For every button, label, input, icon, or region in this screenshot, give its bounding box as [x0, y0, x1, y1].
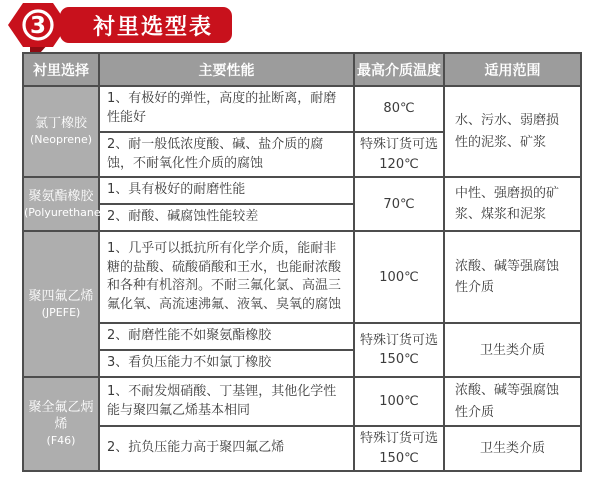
page-title: 衬里选型表 [92, 14, 213, 40]
material-code: (JPEFE) [41, 305, 81, 319]
material-name-cell [23, 177, 105, 231]
section-title-banner [60, 7, 232, 43]
performance-cell: 1、有极好的弹性，高度的扯断离，耐磨性能好 [99, 86, 354, 132]
col-header-performance: 主要性能 [99, 53, 354, 86]
table-row [23, 86, 581, 132]
temperature-cell: 100℃ [354, 231, 444, 323]
performance-cell: 3、看负压能力不如氯丁橡胶 [99, 350, 354, 377]
material-name: 聚全氟乙炳烯 [28, 400, 94, 432]
range-cell: 浓酸、碱等强腐蚀性介质 [444, 377, 581, 426]
table-row [23, 426, 581, 471]
col-header-range: 适用范围 [444, 53, 581, 86]
material-code: (Neoprene) [29, 132, 93, 146]
performance-cell: 2、抗负压能力高于聚四氟乙烯 [99, 426, 354, 471]
performance-cell: 1、不耐发烟硝酸、丁基锂，其他化学性能与聚四氟乙烯基本相同 [99, 377, 354, 426]
material-name: 聚氨酯橡胶 [28, 188, 94, 204]
col-header-max-temp: 最高介质温度 [354, 53, 444, 86]
lining-selection-table [22, 52, 582, 472]
range-cell: 卫生类介质 [444, 323, 581, 377]
material-code: (Polyurethane) [24, 205, 105, 219]
temperature-cell: 特殊订货可选120℃ [354, 132, 444, 178]
temperature-cell: 特殊订货可选150℃ [354, 323, 444, 377]
table-row [23, 231, 581, 323]
material-name-cell [23, 86, 99, 177]
table-row [23, 177, 581, 204]
table-row [23, 377, 581, 426]
material-name-cell [23, 231, 99, 377]
range-cell: 水、污水、弱磨损性的泥浆、矿浆 [444, 86, 581, 177]
performance-cell: 2、耐酸、碱腐蚀性能较差 [99, 204, 354, 231]
col-header-lining: 衬里选择 [23, 53, 99, 86]
material-name: 氯丁橡胶 [34, 116, 87, 132]
performance-cell: 1、具有极好的耐磨性能 [99, 177, 354, 204]
material-name-cell [23, 377, 99, 471]
range-cell: 卫生类介质 [444, 426, 581, 471]
table-header-row [23, 53, 581, 86]
badge-number: 3 [29, 13, 47, 39]
range-cell: 中性、强磨损的矿浆、煤浆和泥浆 [444, 177, 581, 231]
section-number-badge [6, 0, 70, 54]
performance-cell: 2、耐一般低浓度酸、碱、盐介质的腐蚀，不耐氧化性介质的腐蚀 [99, 132, 354, 178]
temperature-cell: 特殊订货可选150℃ [354, 426, 444, 471]
material-code: (F46) [46, 433, 76, 447]
material-name: 聚四氟乙烯 [28, 288, 94, 304]
performance-cell: 1、几乎可以抵抗所有化学介质，能耐非糖的盐酸、硫酸硝酸和王水，也能耐浓酸和各种有机溶剂。不耐三氟化氯、高温三氟化氧、高流速沸氟、液氧、臭氧的腐蚀 [99, 231, 354, 323]
temperature-cell: 100℃ [354, 377, 444, 426]
temperature-cell: 80℃ [354, 86, 444, 132]
performance-cell: 2、耐磨性能不如聚氨酯橡胶 [99, 323, 354, 350]
temperature-cell: 70℃ [354, 177, 444, 231]
table-row [23, 323, 581, 350]
range-cell: 浓酸、碱等强腐蚀性介质 [444, 231, 581, 323]
